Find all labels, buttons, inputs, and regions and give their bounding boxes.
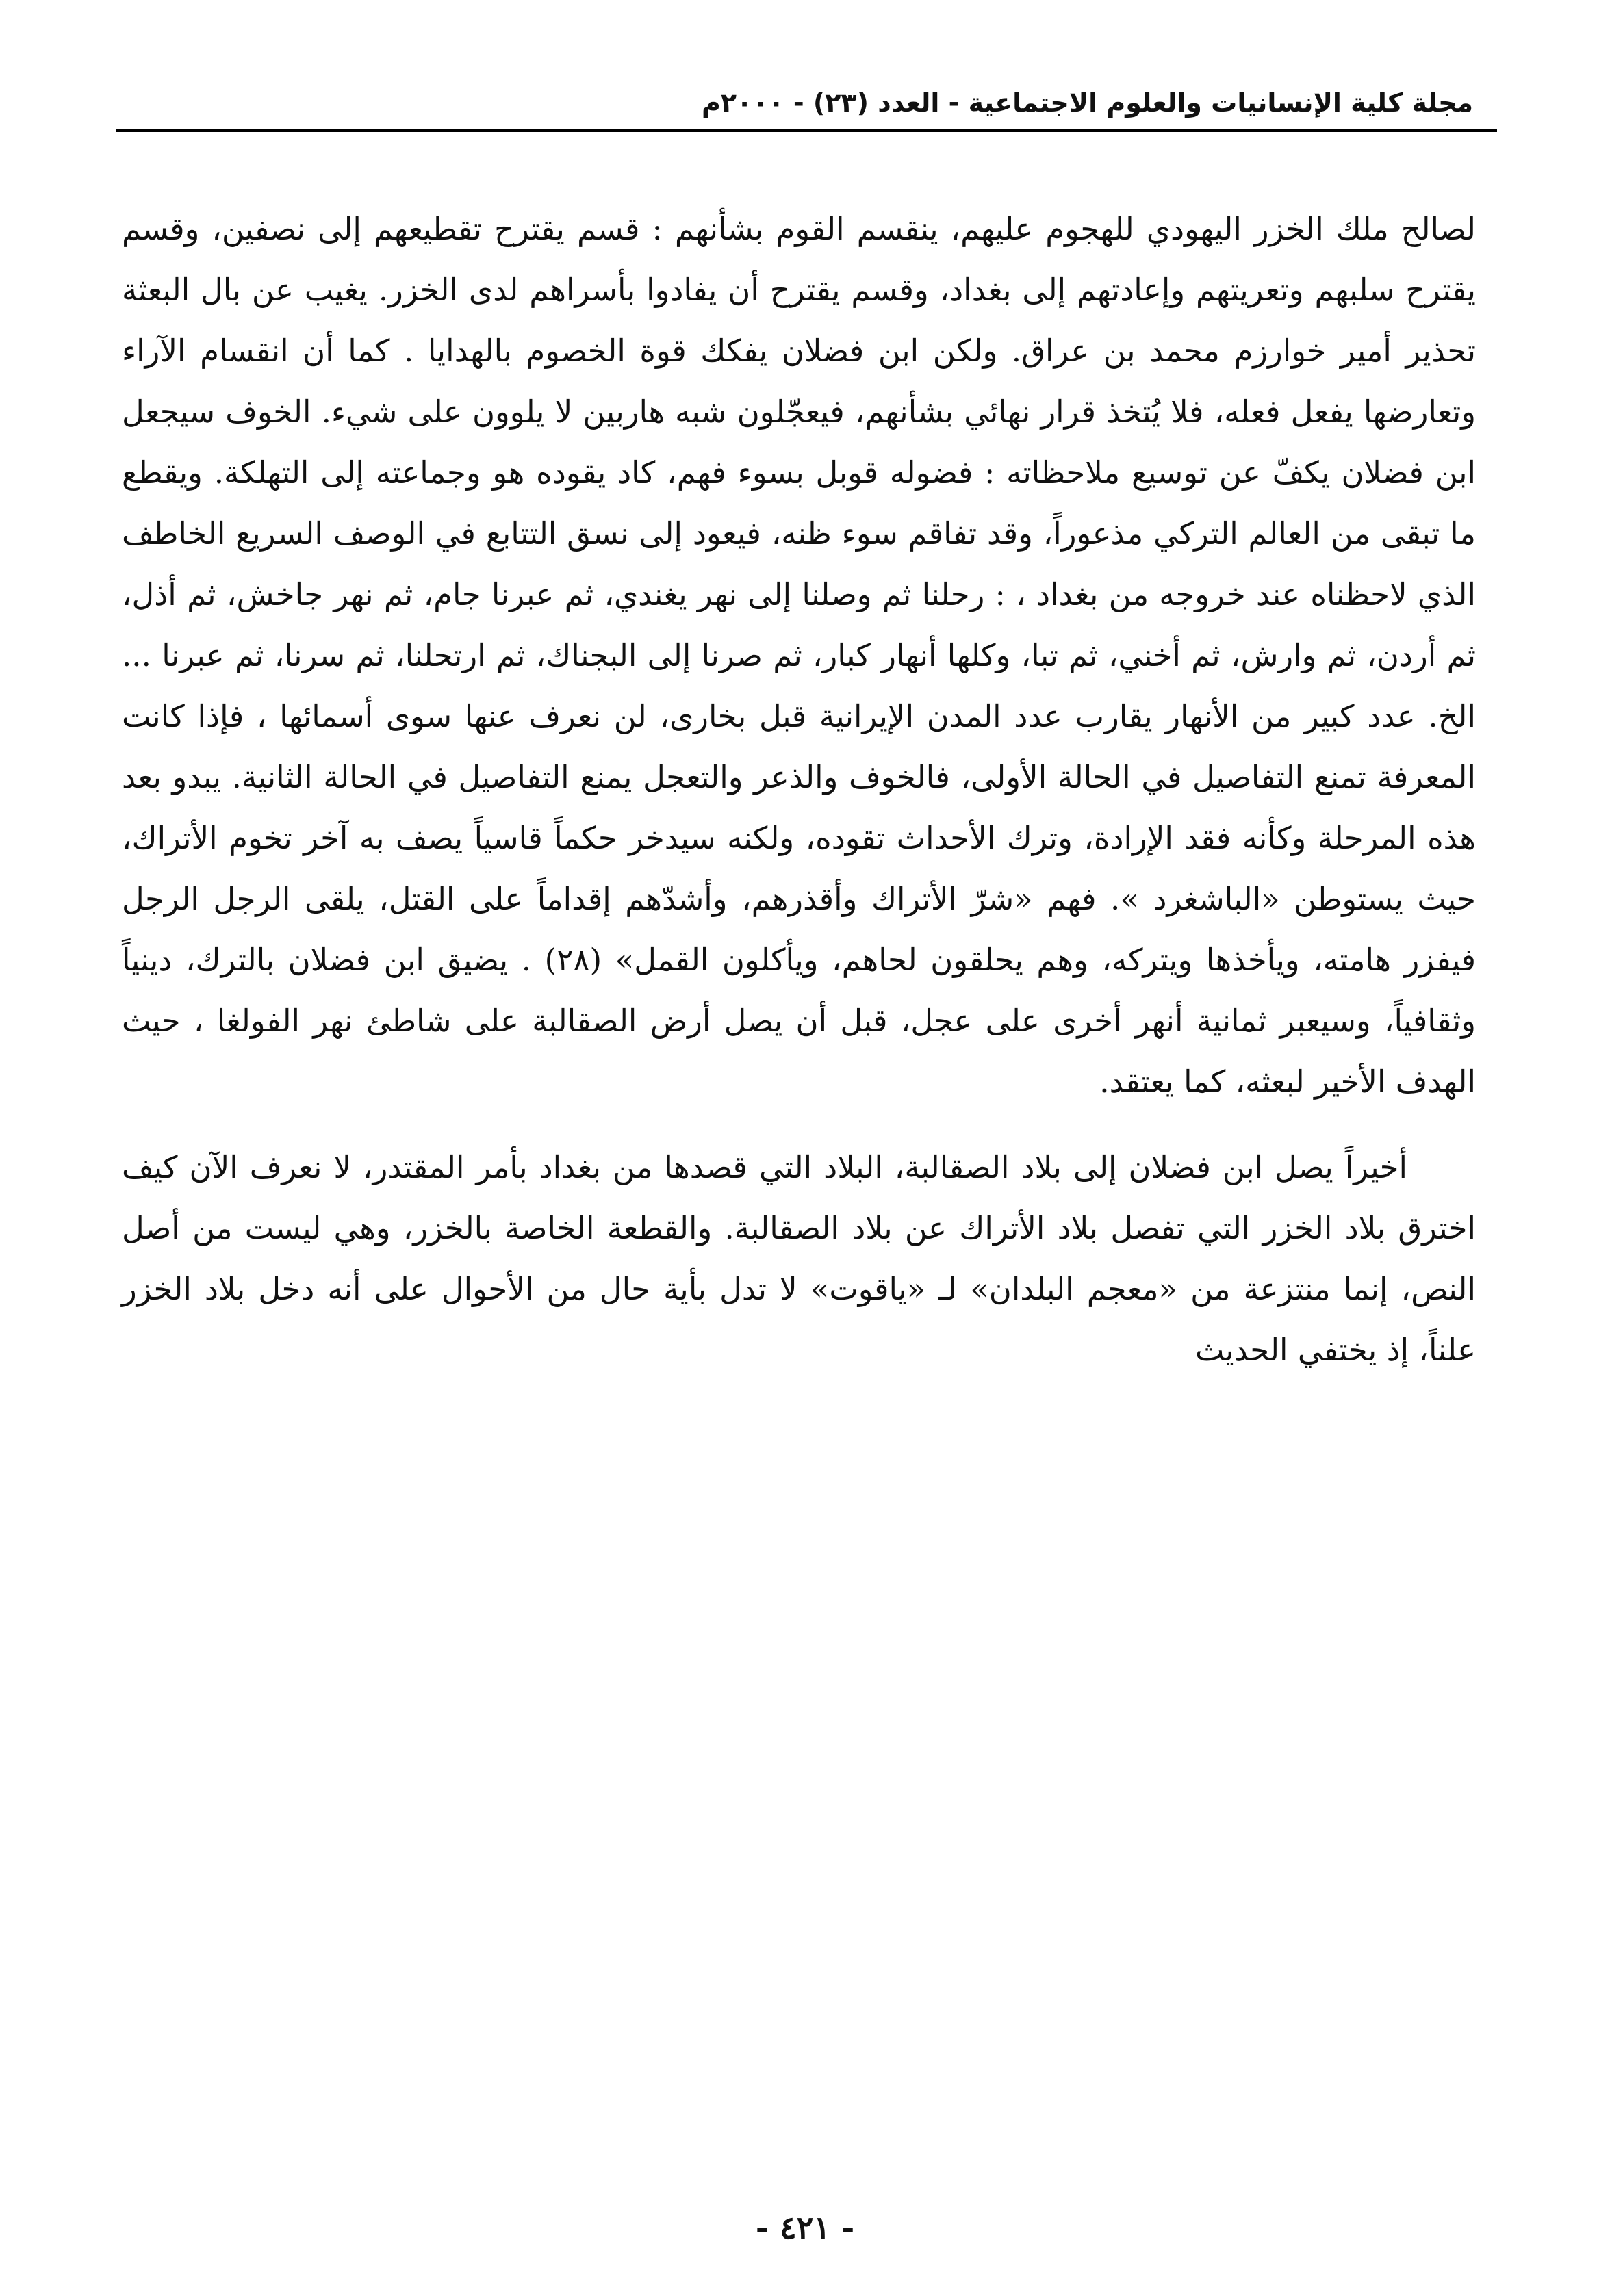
page-number: - ٤٢١ - xyxy=(755,2209,855,2246)
header-rule xyxy=(116,129,1497,132)
body-text xyxy=(122,198,1476,1380)
paragraph-2: أخيراً يصل ابن فضلان إلى بلاد الصقالبة، البلاد التي قصدها من بغداد بأمر المقتدر، لا نعرف الآن كيف اخترق بلاد الخزر التي تفصل بلاد الأتراك عن بلاد الصقالبة. والقطعة الخاصة بالخزر، وهي ليست من أصل النص، إنما منتزعة من «معجم البلدان» لـ «ياقوت» لا تدل بأية حال من الأحوال على أنه دخل بلاد الخزر علناً، إذ يختفي الحديث xyxy=(122,1149,1476,1368)
running-header xyxy=(116,65,1494,120)
journal-title: مجلة كلية الإنسانيات والعلوم الاجتماعية - العدد (٢٣) - ٢٠٠٠م xyxy=(701,88,1473,118)
paragraph-1: لصالح ملك الخزر اليهودي للهجوم عليهم، ينقسم القوم بشأنهم : قسم يقترح تقطيعهم إلى نصفين، وقسم يقترح سلبهم وتعريتهم وإعادتهم إلى بغداد، وقسم يقترح أن يفادوا بأسراهم لدى الخزر. يغيب عن بال البعثة تحذير أمير خوارزم محمد بن عراق. ولكن ابن فضلان يفكك قوة الخصوم بالهدايا . كما أن انقسام الآراء وتعارضها يفعل فعله، فلا يُتخذ قرار نهائي بشأنهم، فيعجّلون شبه هاربين لا يلوون على شيء. الخوف سيجعل ابن فضلان يكفّ عن توسيع ملاحظاته : فضوله قوبل بسوء فهم، كاد يقوده هو وجماعته إلى التهلكة. ويقطع ما تبقى من العالم التركي مذعوراً، وقد تفاقم سوء ظنه، فيعود إلى نسق التتابع في الوصف السريع الخاطف الذي لاحظناه عند خروجه من بغداد ، : رحلنا ثم وصلنا إلى نهر يغندي، ثم عبرنا جام، ثم نهر جاخش، ثم أذل، ثم أردن، ثم وارش، ثم أخني، ثم تبا، وكلها أنهار كبار، ثم صرنا إلى البجناك، ثم ارتحلنا، ثم سرنا، ثم عبرنا ... الخ. عدد كبير من الأنهار يقارب عدد المدن الإيرانية قبل بخارى، لن نعرف عنها سوى أسمائها ، فإذا كانت المعرفة تمنع التفاصيل في الحالة الأولى، فالخوف والذعر والتعجل يمنع التفاصيل في الحالة الثانية. يبدو بعد هذه المرحلة وكأنه فقد الإرادة، وترك الأحداث تقوده، ولكنه سيدخر حكماً قاسياً يصف به آخر تخوم الأتراك، حيث يستوطن «الباشغرد ». فهم «شرّ الأتراك وأقذرهم، وأشدّهم إقداماً على القتل، يلقى الرجل الرجل فيفزر هامته، ويأخذها ويتركه، وهم يحلقون لحاهم، ويأكلون القمل» (٢٨) . يضيق ابن فضلان بالترك، دينياً وثقافياً، وسيعبر ثمانية أنهر أخرى على عجل، قبل أن يصل أرض الصقالبة على شاطئ نهر الفولغا ، حيث الهدف الأخير لبعثه، كما يعتقد. xyxy=(122,211,1477,1100)
